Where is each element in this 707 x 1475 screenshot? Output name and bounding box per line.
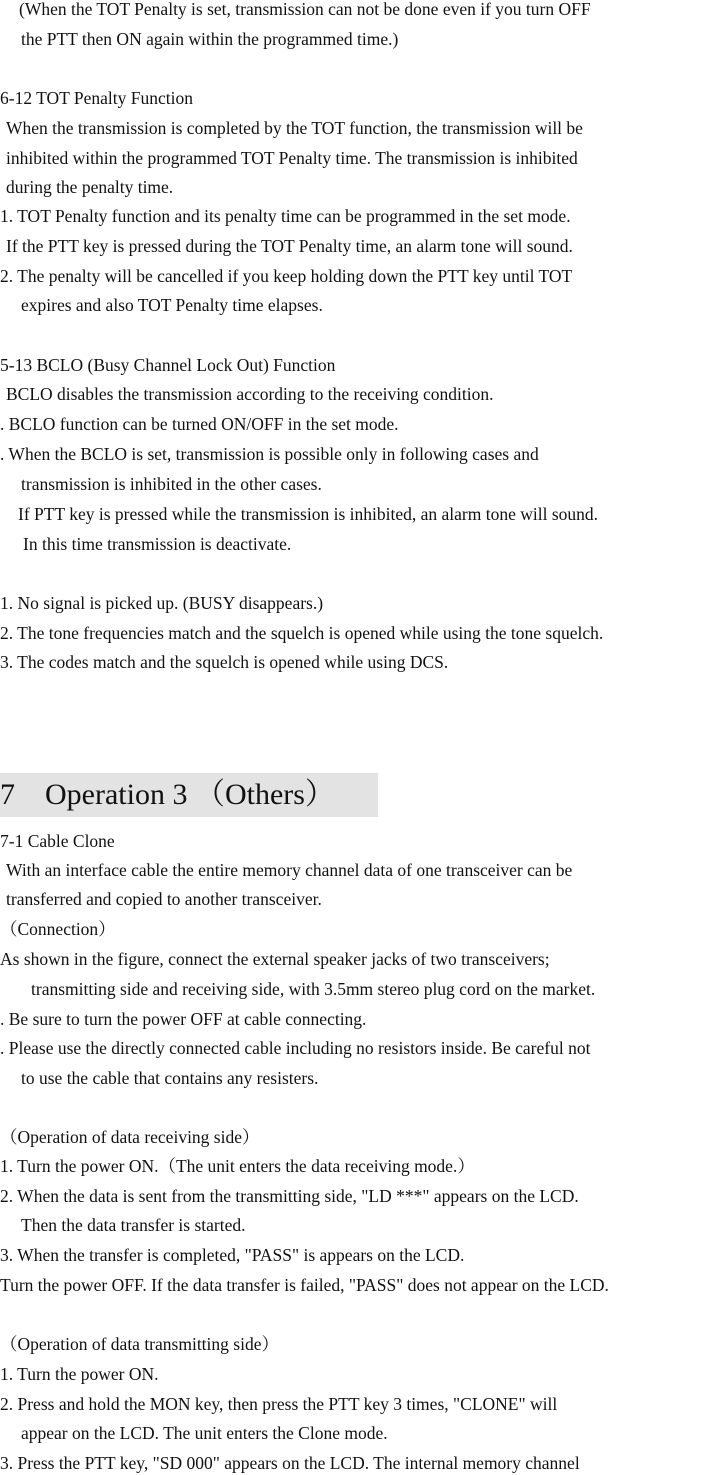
text-line: 2. When the data is sent from the transmitting side, "LD ***" appears on the LCD. xyxy=(0,1186,579,1206)
text-line: When the transmission is completed by the TOT function, the transmission will be xyxy=(6,118,583,138)
text-line: 1. No signal is picked up. (BUSY disappears.) xyxy=(0,593,324,613)
text-line: (When the TOT Penalty is set, transmission can not be done even if you turn OFF xyxy=(19,0,591,19)
text-line: 3. Press the PTT key, "SD 000" appears on the LCD. The internal memory channel xyxy=(0,1453,580,1473)
text-line: In this time transmission is deactivate. xyxy=(23,534,292,554)
text-line: （Connection） xyxy=(0,919,116,939)
section-heading: 7 Operation 3 （Others） xyxy=(0,778,335,811)
text-line: . When the BCLO is set, transmission is possible only in following cases and xyxy=(0,444,539,464)
text-line: Then the data transfer is started. xyxy=(21,1215,246,1235)
text-line: . BCLO function can be turned ON/OFF in the set mode. xyxy=(0,414,399,434)
text-line: expires and also TOT Penalty time elapses. xyxy=(21,295,323,315)
text-line: BCLO disables the transmission according to the receiving condition. xyxy=(6,384,494,404)
subsection-title: 7-1 Cable Clone xyxy=(0,831,115,851)
text-line: 2. The tone frequencies match and the squelch is opened while using the tone squelch. xyxy=(0,623,604,643)
text-line: during the penalty time. xyxy=(6,177,174,197)
subsection-title: 5-13 BCLO (Busy Channel Lock Out) Function xyxy=(0,355,336,375)
text-line: appear on the LCD. The unit enters the Clone mode. xyxy=(21,1423,388,1443)
text-line: If the PTT key is pressed during the TOT Penalty time, an alarm tone will sound. xyxy=(6,236,573,256)
text-line: 3. The codes match and the squelch is opened while using DCS. xyxy=(0,652,449,672)
text-line: 2. The penalty will be cancelled if you keep holding down the PTT key until TOT xyxy=(0,266,573,286)
text-line: . Be sure to turn the power OFF at cable connecting. xyxy=(0,1009,367,1029)
text-line: the PTT then ON again within the programmed time.) xyxy=(21,29,399,49)
text-line: （Operation of data transmitting side） xyxy=(0,1334,279,1354)
text-line: 1. Turn the power ON.（The unit enters the data receiving mode.） xyxy=(0,1156,475,1176)
text-line: . Please use the directly connected cable including no resistors inside. Be careful not xyxy=(0,1038,591,1058)
text-line: transmission is inhibited in the other cases. xyxy=(21,474,322,494)
text-line: As shown in the figure, connect the external speaker jacks of two transceivers; xyxy=(0,949,550,969)
text-line: inhibited within the programmed TOT Penalty time. The transmission is inhibited xyxy=(6,148,578,168)
text-line: With an interface cable the entire memory channel data of one transceiver can be xyxy=(6,860,573,880)
text-line: to use the cable that contains any resisters. xyxy=(21,1068,319,1088)
subsection-title: 6-12 TOT Penalty Function xyxy=(0,88,193,108)
text-line: 2. Press and hold the MON key, then press the PTT key 3 times, "CLONE" will xyxy=(0,1394,558,1414)
text-line: 1. Turn the power ON. xyxy=(0,1364,159,1384)
text-line: 3. When the transfer is completed, "PASS" is appears on the LCD. xyxy=(0,1245,465,1265)
text-line: 1. TOT Penalty function and its penalty time can be programmed in the set mode. xyxy=(0,206,571,226)
text-line: transmitting side and receiving side, with 3.5mm stereo plug cord on the market. xyxy=(31,979,596,999)
text-line: transferred and copied to another transceiver. xyxy=(6,889,322,909)
text-line: Turn the power OFF. If the data transfer is failed, "PASS" does not appear on the LCD. xyxy=(0,1275,609,1295)
text-line: If PTT key is pressed while the transmission is inhibited, an alarm tone will sound. xyxy=(18,504,599,524)
text-line: （Operation of data receiving side） xyxy=(0,1127,260,1147)
